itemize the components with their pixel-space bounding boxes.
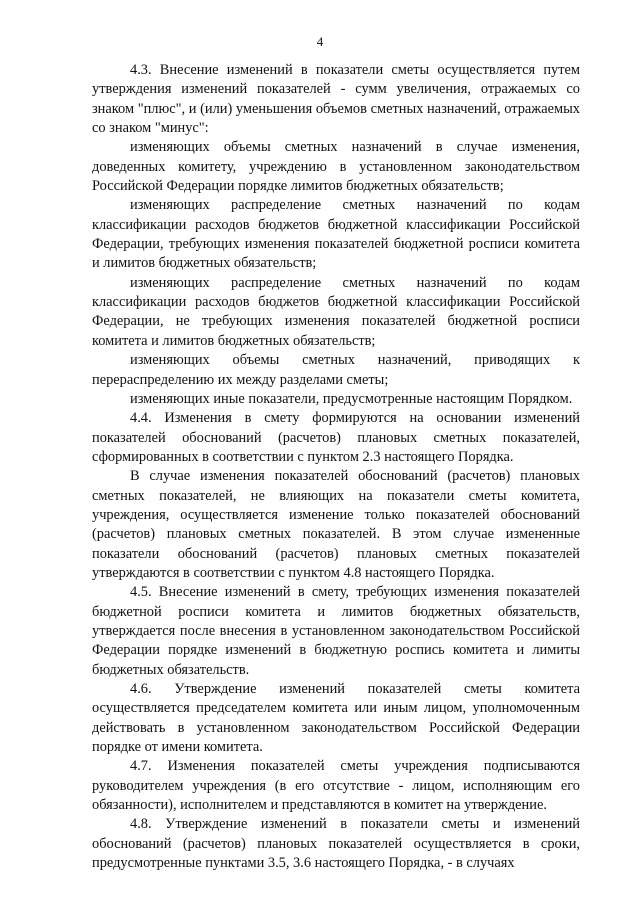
paragraph-4-4: 4.4. Изменения в смету формируются на основании изменений показателей обоснований (расчетов) плановых сметных показателей, сформированных в соответствии с пунктом 2.3 настоящего Порядка. [92,410,580,465]
paragraph-4-6: 4.6. Утверждение изменений показателей сметы комитета осуществляется председателем комитета или иным лицом, уполномоченным действовать в установленном законодательством Российской Федерации порядке от имени комитета. [92,681,580,756]
page-number: 4 [316,34,324,49]
paragraph-4-5: 4.5. Внесение изменений в смету, требующих изменения показателей бюджетной росписи комитета и лимитов бюджетных обязательств, утверждается после внесения в установленном законодательством Российской Федерации порядке изменений в бюджетную роспись комитета и лимиты бюджетных обязательств. [92,584,580,678]
list-item-volume-change: изменяющих объемы сметных назначений в случае изменения, доведенных комитету, учреждению в установленном законодательством Российской Федерации порядке лимитов бюджетных обязательств; [92,139,580,195]
document-body [92,61,580,873]
list-item-distribution-requiring-change: изменяющих распределение сметных назначений по кодам классификации расходов бюджетов бюджетной классификации Российской Федерации, требующих изменения показателей бюджетной росписи комитета и лимитов бюджетных обязательств; [92,197,580,272]
paragraph-4-3: 4.3. Внесение изменений в показатели сметы осуществляется путем утверждения изменений показателей - сумм увеличения, отражаемых со знаком "плюс", и (или) уменьшения объемов сметных назначений, отражаемых со знаком "минус": [92,62,580,137]
list-item-redistribution: изменяющих объемы сметных назначений, приводящих к перераспределению их между разделами сметы; [92,352,580,388]
list-item-other-indicators: изменяющих иные показатели, предусмотренные настоящим Порядком. [130,390,573,407]
paragraph-4-8: 4.8. Утверждение изменений в показатели сметы и изменений обоснований (расчетов) плановых показателей осуществляется в сроки, предусмотренные пунктами 3.5, 3.6 настоящего Порядка, - в случаях [92,816,580,872]
list-item-distribution-not-requiring-change: изменяющих распределение сметных назначений по кодам классификации расходов бюджетов бюджетной классификации Российской Федерации, не требующих изменения показателей бюджетной росписи комитета и лимитов бюджетных обязательств; [92,274,580,349]
paragraph-4-4-continuation: В случае изменения показателей обоснований (расчетов) плановых сметных показателей, не влияющих на показатели сметы комитета, учреждения, осуществляется изменение только показателей обоснований (расчетов) плановых сметных показателей. В этом случае измененные показатели обоснований (расчетов) плановых сметных показателей утверждаются в соответствии с пунктом 4.8 настоящего Порядка. [92,468,580,581]
paragraph-4-7: 4.7. Изменения показателей сметы учреждения подписываются руководителем учреждения (в его отсутствие - лицом, исполняющим его обязанности), исполнителем и представляются в комитет на утверждение. [92,758,580,814]
